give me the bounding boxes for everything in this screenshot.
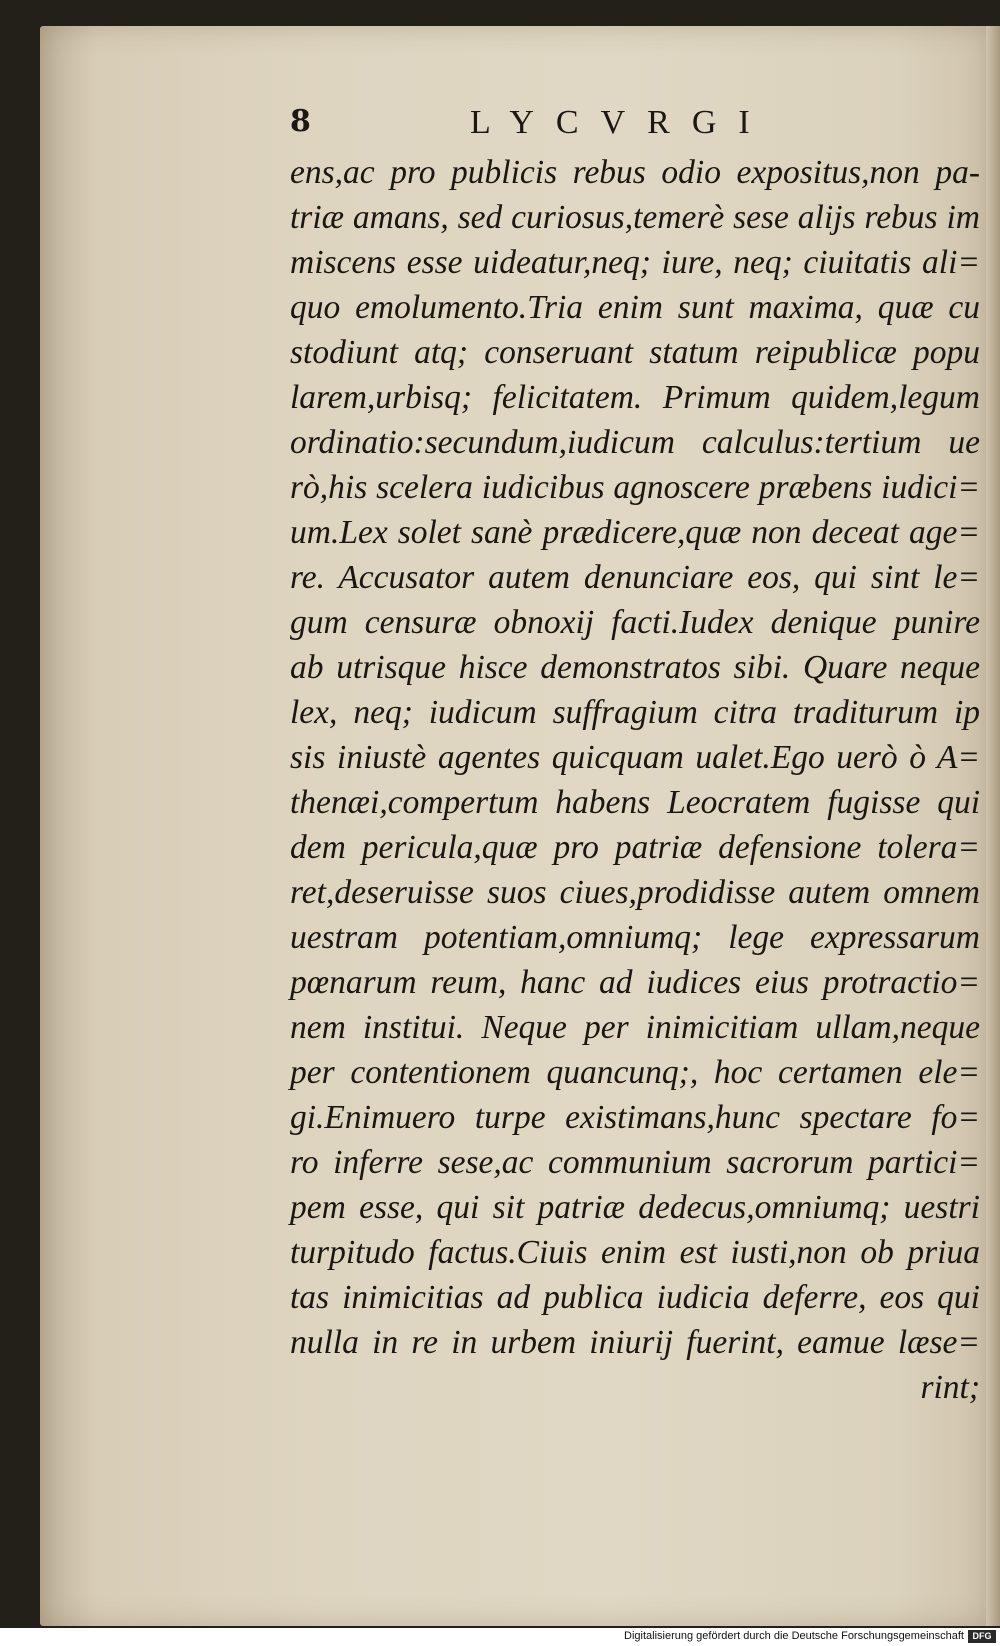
text-line: pem esse, qui sit patriæ dedecus,omniumq; uestri [290, 1189, 980, 1226]
text-line: triæ amans, sed curiosus,temerè sese alijs rebus im [290, 199, 980, 236]
text-line: per contentionem quancunq;, hoc certamen ele= [290, 1054, 980, 1091]
text-line: tas inimicitias ad publica iudicia deferre, eos qui [290, 1279, 980, 1316]
text-line: quo emolumento.Tria enim sunt maxima, quæ cu [290, 289, 980, 326]
text-line: dem pericula,quæ pro patriæ defensione tolera= [290, 829, 980, 866]
text-line: miscens esse uideatur,neq; iure, neq; ciuitatis ali= [290, 244, 980, 281]
text-line: gum censuræ obnoxij facti.Iudex denique punire [290, 604, 980, 641]
text-line: gi.Enimuero turpe existimans,hunc spectare fo= [290, 1099, 980, 1136]
text-line: um.Lex solet sanè prædicere,quæ non deceat age= [290, 514, 980, 551]
text-line: ordinatio:secundum,iudicum calculus:tertium ue [290, 424, 980, 461]
body-text [290, 150, 980, 1410]
text-line: pœnarum reum, hanc ad iudices eius protractio= [290, 964, 980, 1001]
text-line: sis iniustè agentes quicquam ualet.Ego uerò ò A= [290, 739, 980, 776]
digitization-footer [0, 1628, 1000, 1646]
text-line: lex, neq; iudicum suffragium citra traditurum ip [290, 694, 980, 731]
text-line: re. Accusator autem denunciare eos, qui sint le= [290, 559, 980, 596]
text-line: larem,urbisq; felicitatem. Primum quidem,legum [290, 379, 980, 416]
text-line: nem institui. Neque per inimicitiam ullam,neque [290, 1009, 980, 1046]
text-line: thenæi,compertum habens Leocratem fugisse qui [290, 784, 980, 821]
text-line: ens,ac pro publicis rebus odio expositus,non pa- [290, 154, 980, 191]
page-number: 8 [290, 104, 311, 139]
text-line: turpitudo factus.Ciuis enim est iusti,non ob priua [290, 1234, 980, 1271]
running-head [290, 104, 850, 154]
text-line: ab utrisque hisce demonstratos sibi. Quare neque [290, 649, 980, 686]
text-line: rò,his scelera iudicibus agnoscere præbens iudici= [290, 469, 980, 506]
funding-notice: Digitalisierung gefördert durch die Deutsche Forschungsgemeinschaft [624, 1630, 964, 1642]
text-line: stodiunt atq; conseruant statum reipublicæ popu [290, 334, 980, 371]
text-line: ret,deseruisse suos ciues,prodidisse autem omnem [290, 874, 980, 911]
running-title: LYCVRGI [470, 104, 772, 141]
page-edge [986, 26, 1000, 1626]
text-line: nulla in re in urbem iniurij fuerint, eamue læse= [290, 1324, 980, 1361]
text-line: ro inferre sese,ac communium sacrorum partici= [290, 1144, 980, 1181]
catchword: rint; [920, 1369, 980, 1406]
dfg-logo: DFG [968, 1630, 996, 1643]
text-line: uestram potentiam,omniumq; lege expressarum [290, 919, 980, 956]
